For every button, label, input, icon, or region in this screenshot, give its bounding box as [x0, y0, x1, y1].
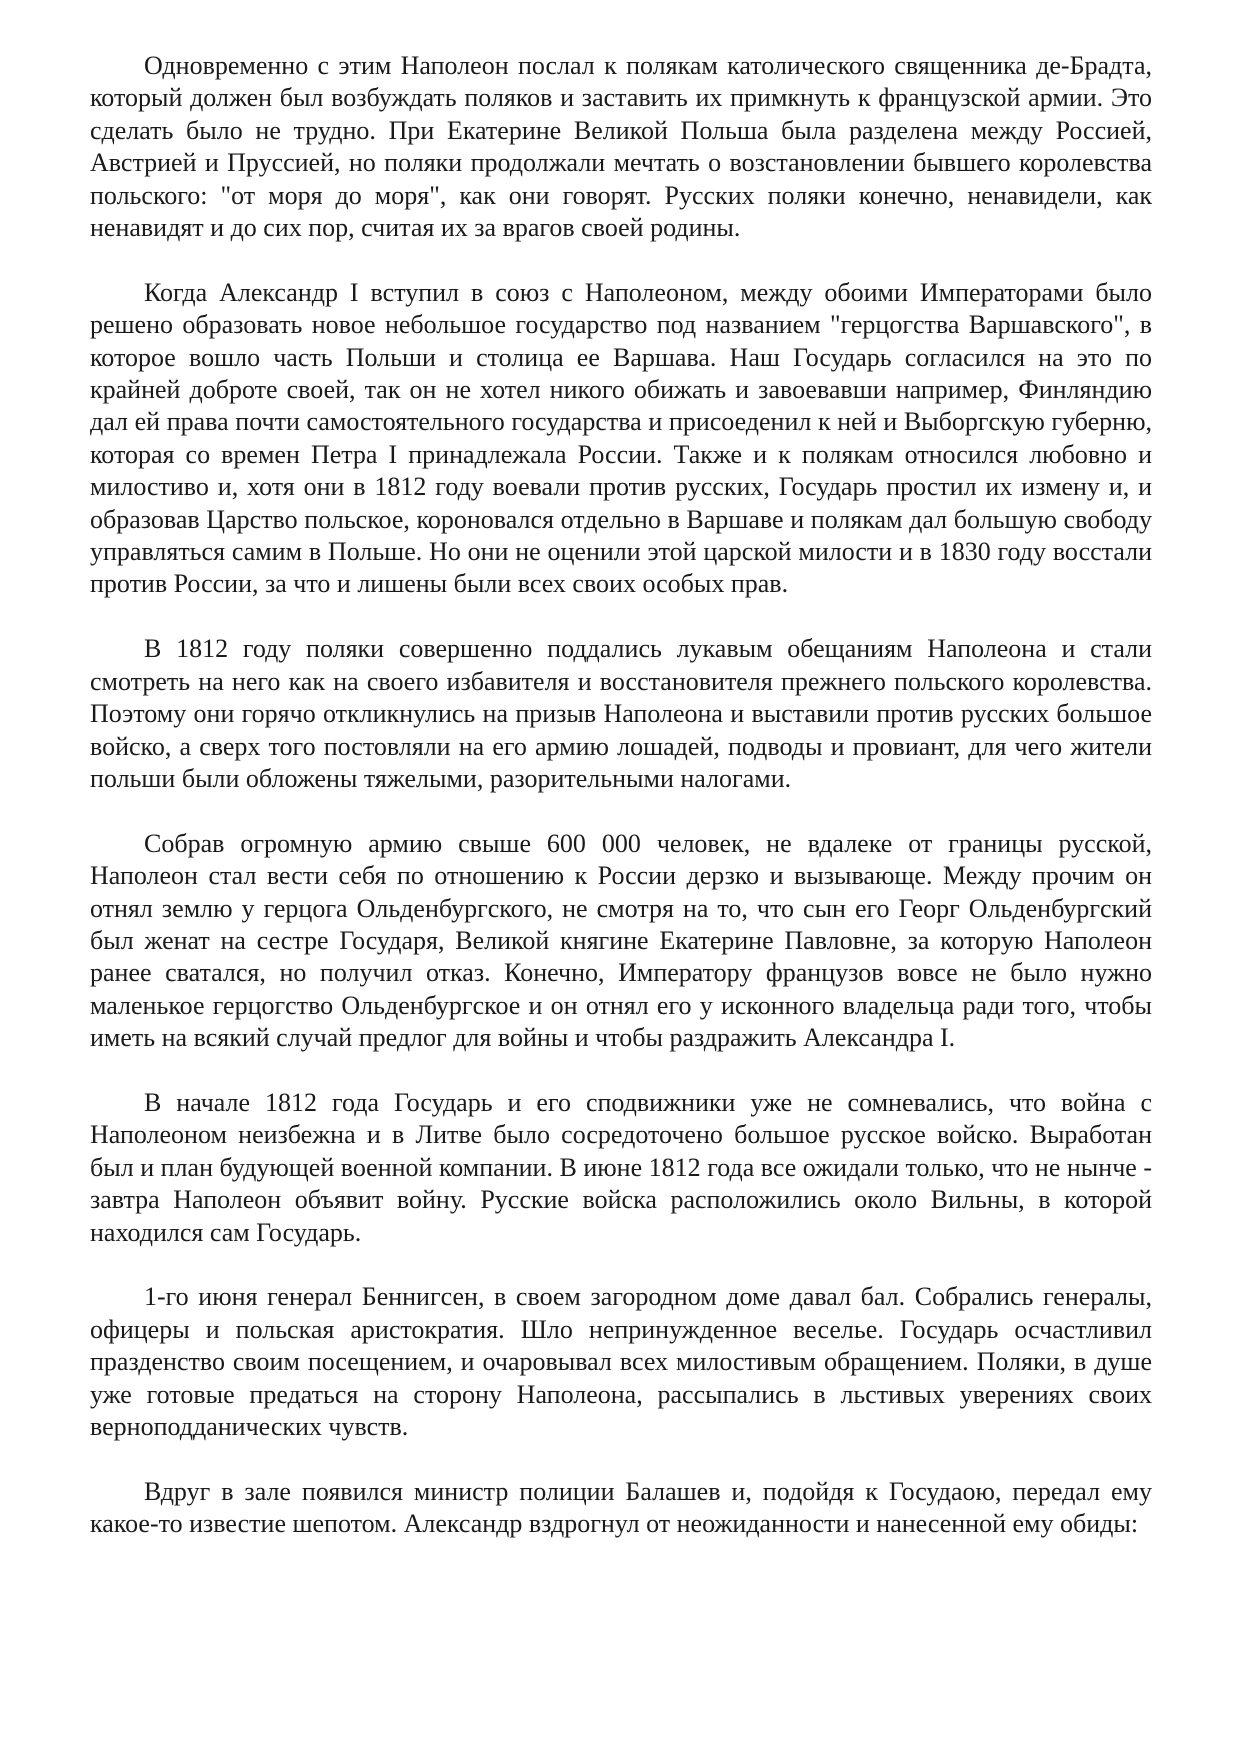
paragraph-7: Вдруг в зале появился министр полиции Балашев и, подойдя к Госудаою, передал ему какое-то известие шепотом. Александр вздрогнул от неожиданности и нанесенной ему обиды:	[90, 1476, 1152, 1539]
paragraph-4: Собрав огромную армию свыше 600 000 человек, не вдалеке от границы русской, Наполеон стал вести себя по отношению к России дерзко и вызывающе. Между прочим он отнял землю у герцога Ольденбургского, не смотря на то, что сын его Георг Ольденбургский был женат на сестре Государя, Великой княгине Екатерине Павловне, за которую Наполеон ранее сватался, но получил отказ. Конечно, Императору французов вовсе не было нужно маленькое герцогство Ольденбургское и он отнял его у исконного владельца ради того, чтобы иметь на всякий случай предлог для войны и чтобы раздражить Александра I.	[90, 828, 1152, 1053]
paragraph-3: В 1812 году поляки совершенно поддались лукавым обещаниям Наполеона и стали смотреть на него как на своего избавителя и восстановителя прежнего польского королевства. Поэтому они горячо откликнулись на призыв Наполеона и выставили против русских большое войско, а сверх того постовляли на его армию лошадей, подводы и провиант, для чего жители польши были обложены тяжелыми, разорительными налогами.	[90, 634, 1152, 793]
document-page	[90, 50, 1152, 1541]
paragraph-2: Когда Александр I вступил в союз с Наполеоном, между обоими Императорами было решено образовать новое небольшое государство под названием "герцогства Варшавского", в которое вошло часть Польши и столица ее Варшава. Наш Государь согласился на это по крайней доброте своей, так он не хотел никого обижать и завоевавши например, Финляндию дал ей права почти самостоятельного государства и присоеденил к ней и Выборгскую губерню, которая со времен Петра I принадлежала России. Также и к полякам относился любовно и милостиво и, хотя они в 1812 году воевали против русских, Государь простил их измену и, и образовав Царство польское, короновался отдельно в Варшаве и полякам дал большую свободу управляться самим в Польше. Но они не оценили этой царской милости и в 1830 году восстали против России, за что и лишены были всех своих особых прав.	[90, 277, 1152, 599]
paragraph-6: 1-го июня генерал Беннигсен, в своем загородном доме давал бал. Собрались генералы, офицеры и польская аристократия. Шло непринужденное веселье. Государь осчастливил празденство своим посещением, и очаровывал всех милостивым обращением. Поляки, в душе уже готовые предаться на сторону Наполеона, рассыпались в льстивых уверениях своих верноподданических чувств.	[90, 1282, 1152, 1441]
paragraph-1: Одновременно с этим Наполеон послал к полякам католического священника де-Брадта, который должен был возбуждать поляков и заставить их примкнуть к французской армии. Это сделать было не трудно. При Екатерине Великой Польша была разделена между Россией, Австрией и Пруссией, но поляки продолжали мечтать о возстановлении бывшего королевства польского: "от моря до моря", как они говорят. Русских поляки конечно, ненавидели, как ненавидят и до сих пор, считая их за врагов своей родины.	[90, 51, 1152, 243]
paragraph-5: В начале 1812 года Государь и его сподвижники уже не сомневались, что война с Наполеоном неизбежна и в Литве было сосредоточено большое русское войско. Выработан был и план будующей военной компании. В июне 1812 года все ожидали только, что не нынче - завтра Наполеон объявит войну. Русские войска расположились около Вильны, в которой находился сам Государь.	[90, 1087, 1152, 1247]
